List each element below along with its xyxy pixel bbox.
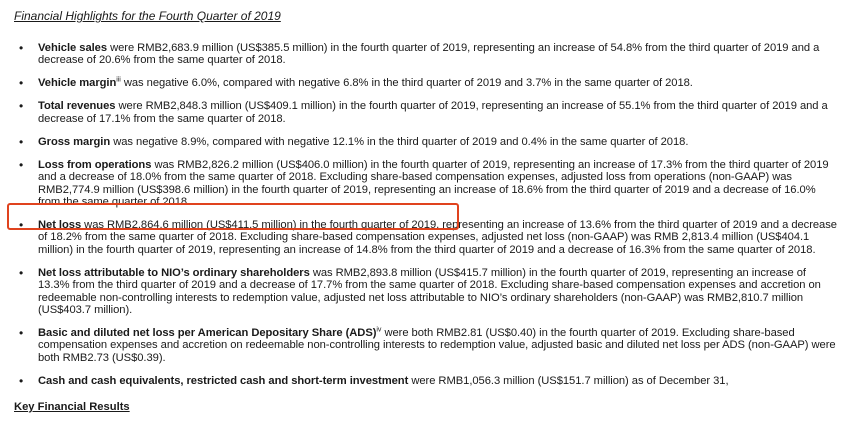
list-item-loss-from-operations xyxy=(14,159,840,209)
bullet-icon: • xyxy=(19,265,24,280)
list-item-net-loss xyxy=(14,219,840,256)
bullet-icon: • xyxy=(19,157,24,172)
item-label: Gross margin xyxy=(38,135,111,148)
item-label: Net loss xyxy=(38,219,82,232)
item-text: were RMB2,848.3 million (US$409.1 million) in the fourth quarter of 2019, representing an increase of 55.1% from the third quarter of 2019 and a decrease of 17.1% from the same quarter of 2018. xyxy=(38,100,828,125)
list-item-net-loss-attributable xyxy=(14,267,840,317)
item-label: Total revenues xyxy=(38,100,116,113)
bullet-icon: • xyxy=(19,76,24,91)
item-text: were RMB1,056.3 million (US$151.7 million) as of December 31, xyxy=(408,374,729,387)
bullet-icon: • xyxy=(19,134,24,149)
key-financial-results-heading: Key Financial Results xyxy=(14,401,130,413)
bullet-icon: • xyxy=(19,326,24,341)
highlights-list xyxy=(14,42,840,387)
item-label: Loss from operations xyxy=(38,158,152,171)
item-text: was RMB2,864.6 million (US$411.5 million) in the fourth quarter of 2019, representing an increase of 13.6% from the third quarter of 2019 and a decrease of 18.2% from the same quarter of 2018. Excluding share-based compensation expenses, adjusted net loss (non-GAAP) was RMB 2,813.4 million (US$404.1 million) in the fourth quarter of 2019, representing an increase of 14.8% from the third quarter of 2019 and a decrease of 16.3% from the same quarter of 2018. xyxy=(38,219,837,256)
bullet-icon: • xyxy=(19,374,24,388)
item-label: Vehicle margin xyxy=(38,77,117,90)
item-text: was RMB2,826.2 million (US$406.0 million) in the fourth quarter of 2019, representing an increase of 17.3% from the third quarter of 2019 and a decrease of 18.0% from the same quarter of 2018. Excluding share-based compensation expenses, adjusted loss from operations (non-GAAP) was RMB2,774.9 million (US$398.6 million) in the fourth quarter of 2019, representing an increase of 18.6% from the third quarter of 2019 and a decrease of 16.0% from the same quarter of 2018. xyxy=(38,158,829,209)
footnote-marker[interactable]: iv xyxy=(376,326,382,334)
item-label: Net loss attributable to NIO’s ordinary shareholders xyxy=(38,266,310,279)
bullet-icon: • xyxy=(19,218,24,233)
item-text: was negative 6.0%, compared with negative 6.8% in the third quarter of 2019 and 3.7% in the same quarter of 2018. xyxy=(120,77,693,90)
footnote-marker[interactable]: iii xyxy=(116,76,121,84)
list-item-vehicle-margin xyxy=(14,77,840,89)
bullet-icon: • xyxy=(19,99,24,114)
item-label: Vehicle sales xyxy=(38,42,108,54)
bullet-icon: • xyxy=(19,41,24,55)
item-text: were RMB2,683.9 million (US$385.5 million) in the fourth quarter of 2019, representing an increase of 54.8% from the third quarter of 2019 and a decrease of 20.6% from the same quarter of 2018. xyxy=(38,42,820,67)
item-label: Cash and cash equivalents, restricted cash and short-term investment xyxy=(38,374,409,387)
list-item-net-loss-per-ads xyxy=(14,327,840,364)
section-heading: Financial Highlights for the Fourth Quarter of 2019 xyxy=(14,9,281,23)
item-text: was RMB2,893.8 million (US$415.7 million) in the fourth quarter of 2019, representing an increase of 13.3% from the third quarter of 2019 and a decrease of 17.7% from the same quarter of 2018. Excluding share-based compensation expenses and accretion on redeemable non-controlling interests to redemption value, adjusted net loss attributable to NIO’s ordinary shareholders (non-GAAP) was RMB2,810.7 million (US$403.7 million). xyxy=(38,266,821,317)
list-item-vehicle-sales xyxy=(14,42,840,67)
list-item-cash xyxy=(14,375,840,387)
item-text: was negative 8.9%, compared with negative 12.1% in the third quarter of 2019 and 0.4% in the same quarter of 2018. xyxy=(110,135,689,148)
item-label: Basic and diluted net loss per American Depositary Share (ADS) xyxy=(38,327,377,340)
list-item-gross-margin xyxy=(14,136,840,148)
list-item-total-revenues xyxy=(14,100,840,125)
item-text: were both RMB2.81 (US$0.40) in the fourth quarter of 2019. Excluding share-based compensation expenses and accretion on redeemable non-controlling interests to redemption value, adjusted basic and diluted net loss per ADS (non-GAAP) were both RMB2.73 (US$0.39). xyxy=(38,327,836,364)
